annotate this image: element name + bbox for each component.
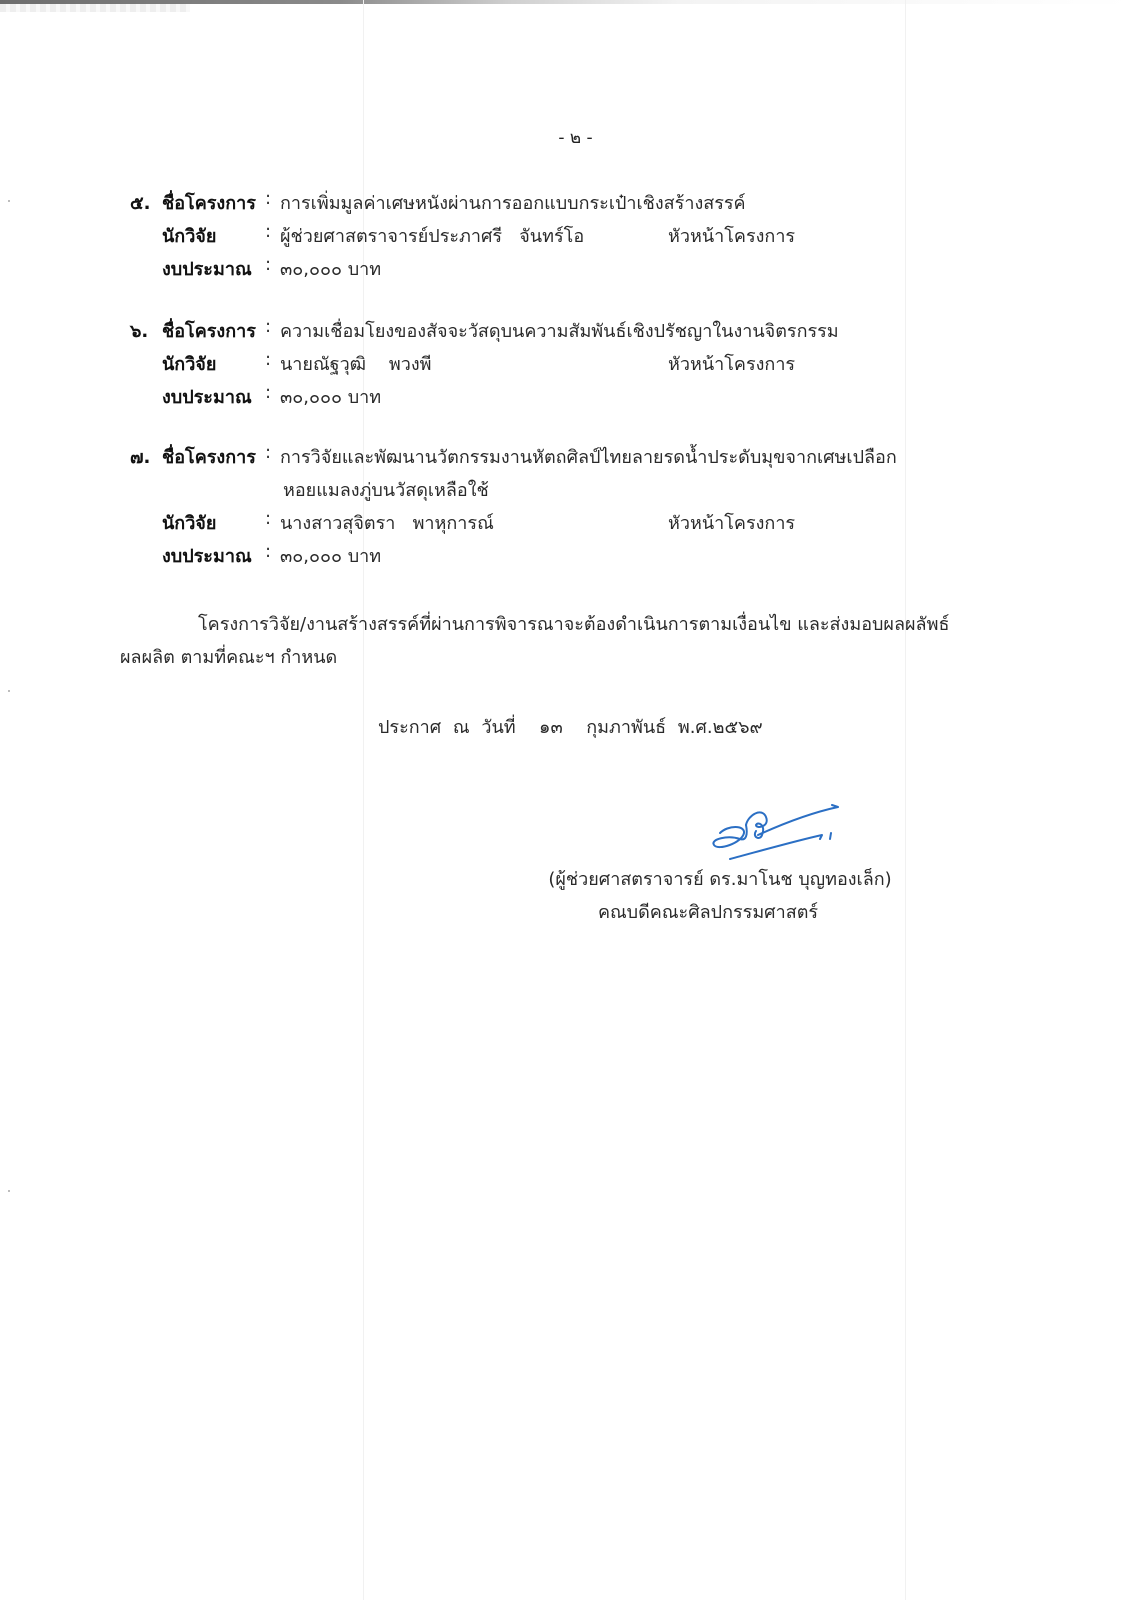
signatory-title: คณบดีคณะศิลปกรรมศาสตร์ [597, 902, 819, 923]
researcher-role: หัวหน้าโครงการ [668, 513, 796, 534]
researcher-value: นายณัฐวุฒิ พวงพี [280, 354, 432, 375]
colon: : [265, 508, 272, 529]
scan-edge-artifact [0, 4, 190, 12]
project-name-value: การเพิ่มมูลค่าเศษหนังผ่านการออกแบบกระเป๋าเชิงสร้างสรรค์ [280, 193, 746, 214]
paper-fold-line [905, 0, 906, 1600]
researcher-label: นักวิจัย [162, 513, 217, 534]
announcement-date: ประกาศ ณ วันที่ ๑๓ กุมภาพันธ์ พ.ศ.๒๕๖๙ [378, 717, 763, 738]
project-number: ๗. [130, 447, 151, 468]
researcher-role: หัวหน้าโครงการ [668, 226, 796, 247]
scan-speck [8, 1190, 10, 1192]
colon: : [265, 442, 272, 463]
budget-label: งบประมาณ [162, 546, 252, 567]
researcher-label: นักวิจัย [162, 226, 217, 247]
signatory-name: (ผู้ช่วยศาสตราจารย์ ดร.มาโนช บุญทองเล็ก) [548, 869, 892, 890]
closing-paragraph-line-1: โครงการวิจัย/งานสร้างสรรค์ที่ผ่านการพิจารณาจะต้องดำเนินการตามเงื่อนไข และส่งมอบผลผลัพธ์ [198, 614, 950, 635]
researcher-value: ผู้ช่วยศาสตราจารย์ประภาศรี จันทร์โอ [280, 226, 585, 247]
colon: : [265, 349, 272, 370]
researcher-value: นางสาวสุจิตรา พาหุการณ์ [280, 513, 494, 534]
project-name-label: ชื่อโครงการ [162, 447, 256, 468]
colon: : [265, 541, 272, 562]
colon: : [265, 382, 272, 403]
project-name-label: ชื่อโครงการ [162, 321, 256, 342]
scan-speck [8, 200, 10, 202]
project-name-label: ชื่อโครงการ [162, 193, 256, 214]
project-number: ๖. [130, 321, 149, 342]
budget-label: งบประมาณ [162, 387, 252, 408]
researcher-role: หัวหน้าโครงการ [668, 354, 796, 375]
budget-value: ๓๐,๐๐๐ บาท [280, 546, 382, 567]
colon: : [265, 254, 272, 275]
colon: : [265, 221, 272, 242]
budget-value: ๓๐,๐๐๐ บาท [280, 387, 382, 408]
budget-value: ๓๐,๐๐๐ บาท [280, 259, 382, 280]
signature-icon [700, 795, 850, 865]
project-name-value: การวิจัยและพัฒนานวัตกรรมงานหัตถศิลป์ไทยลายรดน้ำประดับมุขจากเศษเปลือก [280, 447, 897, 468]
page-number: - ๒ - [558, 128, 593, 148]
budget-label: งบประมาณ [162, 259, 252, 280]
project-number: ๕. [130, 193, 151, 214]
researcher-label: นักวิจัย [162, 354, 217, 375]
closing-paragraph-line-2: ผลผลิต ตามที่คณะฯ กำหนด [120, 647, 338, 668]
project-name-value: ความเชื่อมโยงของสัจจะวัสดุบนความสัมพันธ์เชิงปรัชญาในงานจิตรกรรม [280, 321, 839, 342]
colon: : [265, 316, 272, 337]
closing-paragraph [120, 608, 1000, 674]
project-name-value-continued: หอยแมลงภู่บนวัสดุเหลือใช้ [283, 480, 489, 501]
scan-speck [8, 690, 10, 692]
colon: : [265, 188, 272, 209]
